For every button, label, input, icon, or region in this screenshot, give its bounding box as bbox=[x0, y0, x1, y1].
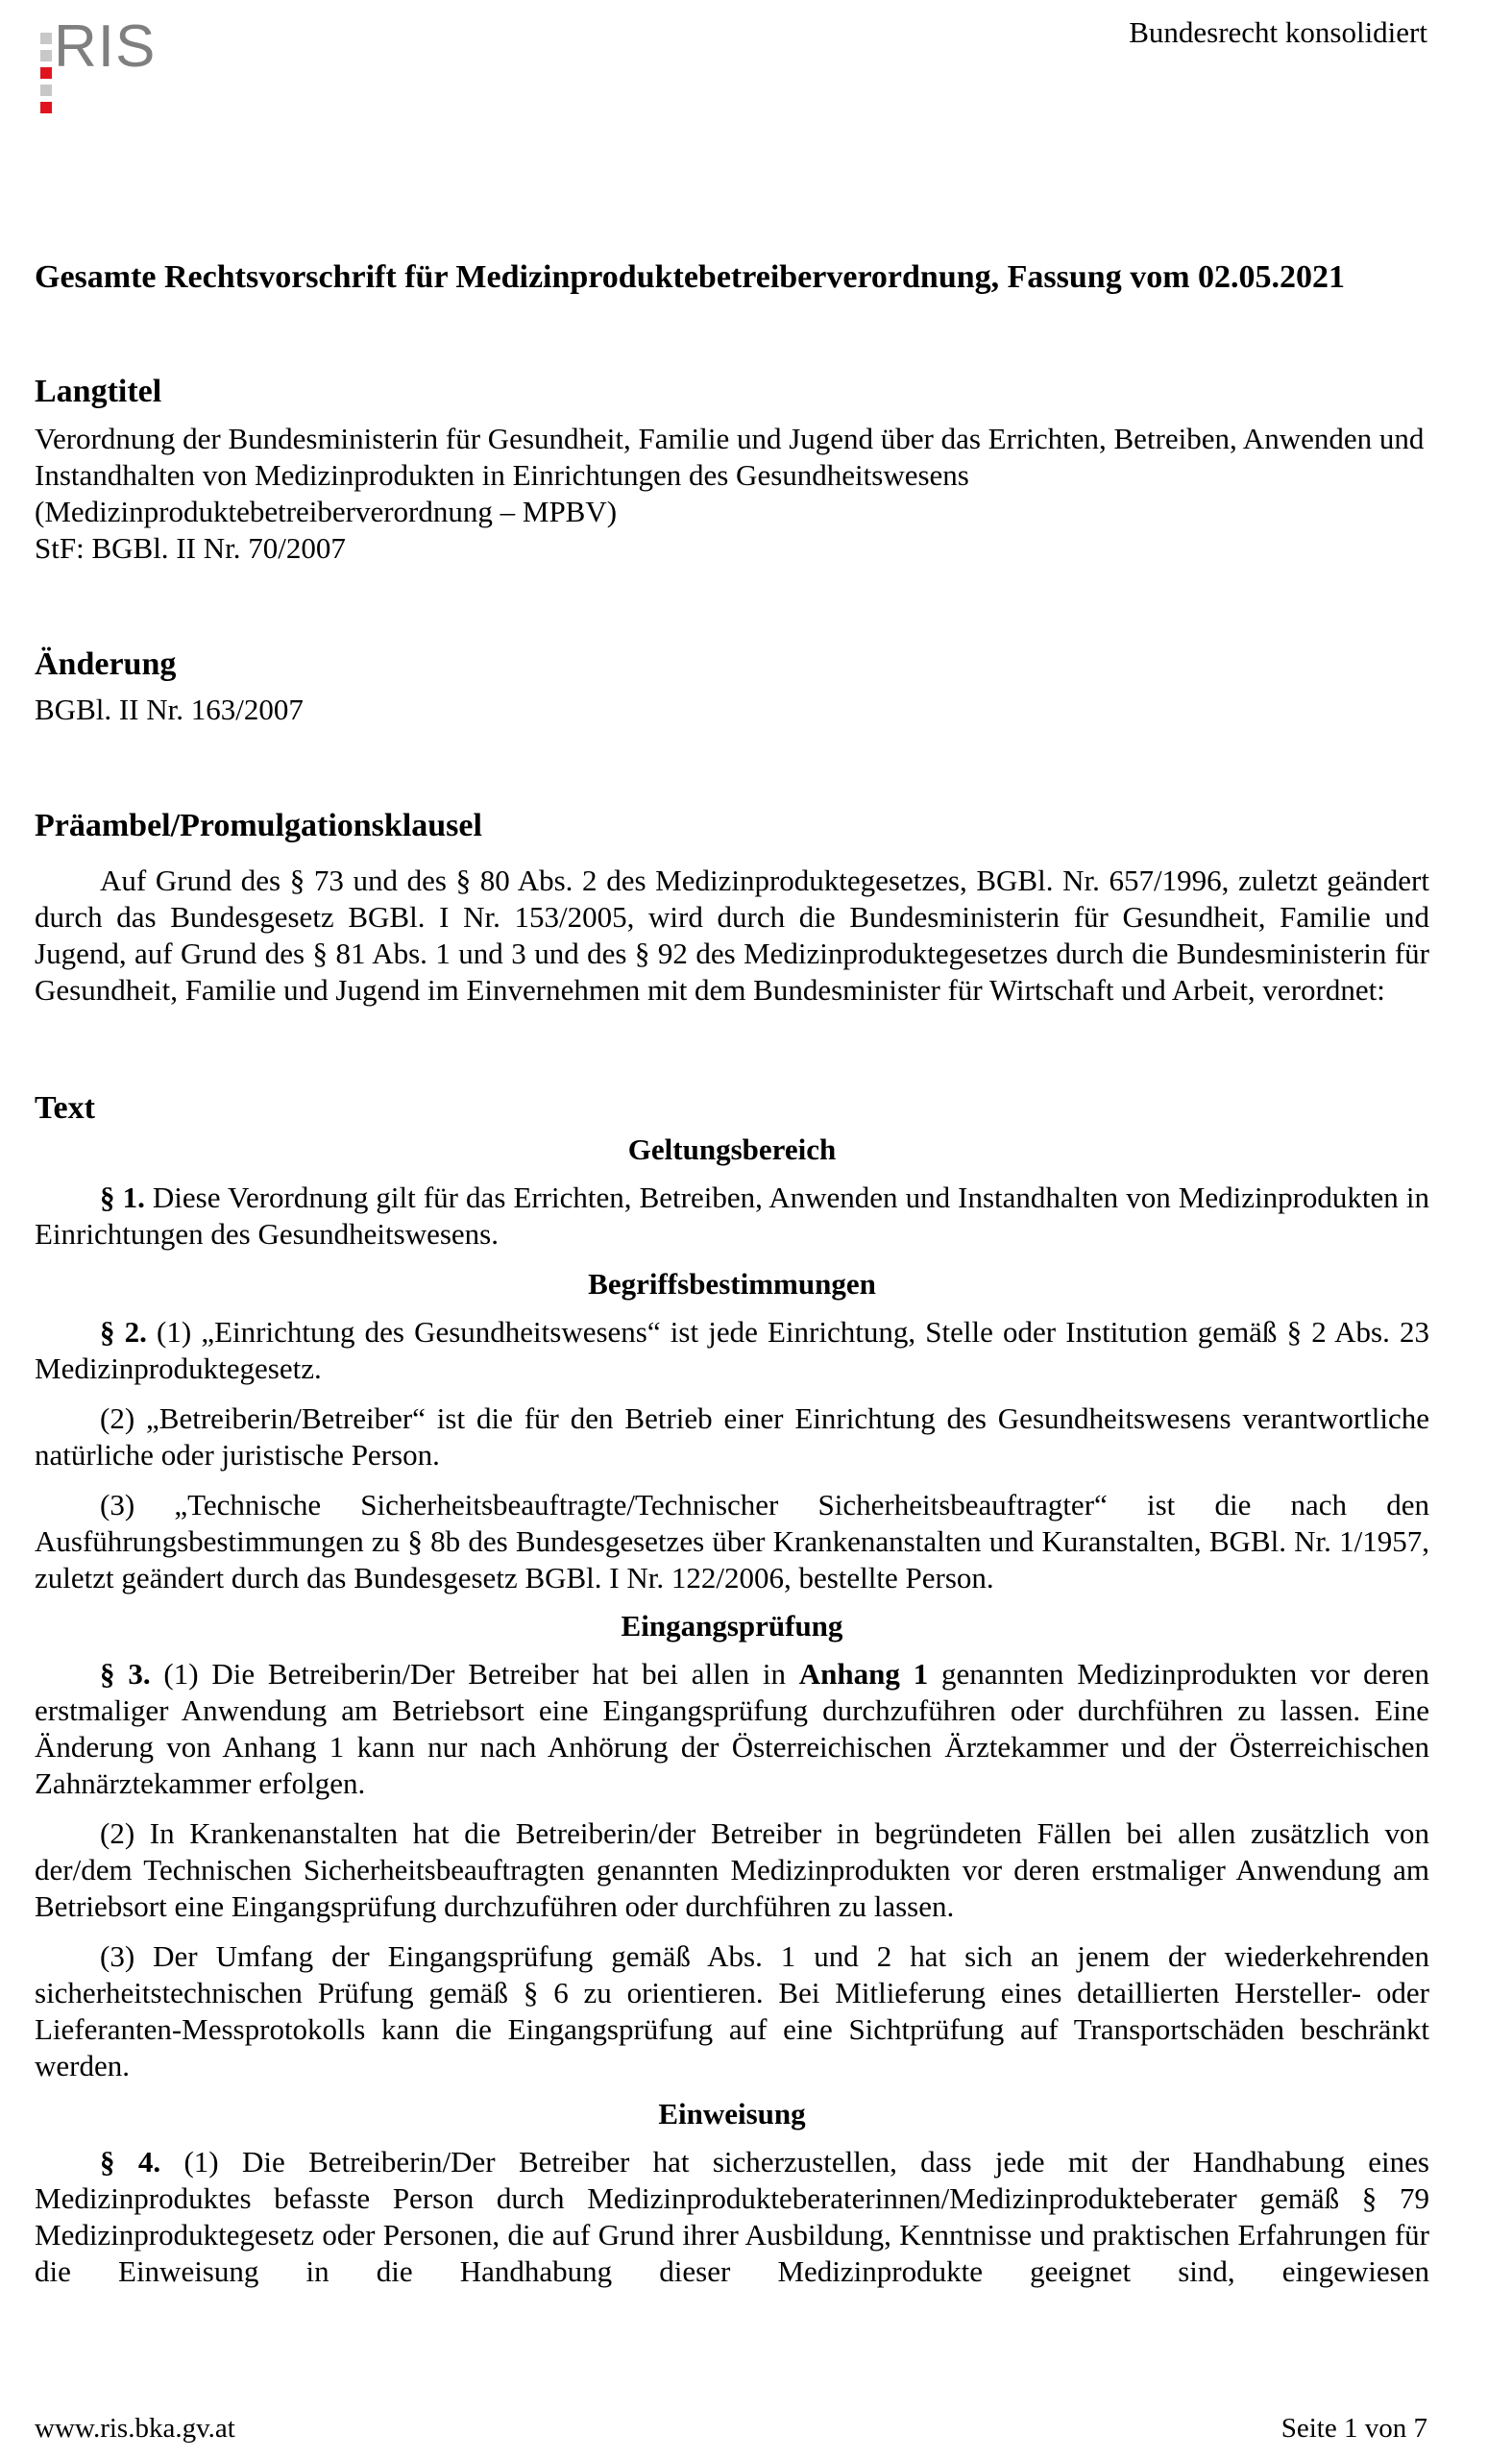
logo-text: RIS bbox=[54, 13, 157, 80]
langtitel-text: Verordnung der Bundesministerin für Gesundheit, Familie und Jugend über das Errichten, Betreiben, Anwenden und Instandhalten von Medizinprodukten in Einrichtungen des Gesundheitswesens (Medizinproduktebetreiberverordnung – MPBV) bbox=[35, 422, 1425, 528]
logo-square bbox=[40, 33, 52, 44]
section-number: § 2. bbox=[100, 1315, 147, 1349]
praeambel-text: Auf Grund des § 73 und des § 80 Abs. 2 des Medizinproduktegesetzes, BGBl. Nr. 657/1996, zuletzt geändert durch das Bundesgesetz BGBl. I Nr. 153/2005, wird durch die Bundesministerin für Gesundheit, Familie und Jugend, auf Grund des § 81 Abs. 1 und 3 und des § 92 des Medizinproduktegesetzes durch die Bundesministerin für Gesundheit, Familie und Jugend im Einvernehmen mit dem Bundesminister für Wirtschaft und Arbeit, verordnet: bbox=[35, 864, 1429, 1007]
heading-langtitel: Langtitel bbox=[35, 374, 162, 409]
heading-praeambel: Präambel/Promulgationsklausel bbox=[35, 808, 482, 843]
logo-square bbox=[40, 102, 52, 113]
paragraph-3-1: § 3. (1) Die Betreiberin/Der Betreiber hat bei allen in Anhang 1 genannten Medizinprodukten vor deren erstmaliger Anwendung am Betriebsort eine Eingangsprüfung durchzuführen oder durchführen zu lassen. Eine Änderung von Anhang 1 kann nur nach Anhörung der Österreichischen Ärztekammer und der Österreichischen Zahnärztekammer erfolgen. bbox=[35, 1657, 1430, 1800]
paragraph-2-2: (2) „Betreiberin/Betreiber“ ist die für den Betrieb einer Einrichtung des Gesundheitswesens verantwortliche natürliche oder juristische Person. bbox=[35, 1401, 1429, 1472]
stf-text: StF: BGBl. II Nr. 70/2007 bbox=[35, 531, 346, 565]
paragraph-2-3: (3) „Technische Sicherheitsbeauftragte/Technischer Sicherheitsbeauftragter“ ist die nach den Ausführungsbestimmungen zu § 8b des Bundesgesetzes über Krankenanstalten und Kuranstalten, BGBl. Nr. 1/1957, zuletzt geändert durch das Bundesgesetz BGBl. I Nr. 122/2006, bestellte Person. bbox=[35, 1488, 1429, 1595]
heading-eingangspruefung: Eingangsprüfung bbox=[621, 1609, 843, 1643]
footer-link[interactable]: www.ris.bka.gv.at bbox=[35, 2413, 235, 2444]
logo-square bbox=[40, 50, 52, 61]
heading-geltungsbereich: Geltungsbereich bbox=[627, 1132, 837, 1166]
section-number: § 4. bbox=[100, 2145, 161, 2179]
section-number: § 1. bbox=[100, 1181, 145, 1214]
page-number: Seite 1 von 7 bbox=[1280, 2413, 1427, 2444]
document-body bbox=[35, 259, 1429, 2290]
heading-begriffsbestimmungen: Begriffsbestimmungen bbox=[588, 1267, 876, 1301]
logo-square bbox=[40, 85, 52, 96]
paragraph-3-3: (3) Der Umfang der Eingangsprüfung gemäß Abs. 1 und 2 hat sich an jenem der wiederkehrenden sicherheitstechnischen Prüfung gemäß § 6 zu orientieren. Bei Mitlieferung eines detaillierten Hersteller- oder Lieferanten-Messprotokolls kann die Eingangsprüfung auf eine Sichtprüfung auf Transportschäden beschränkt werden. bbox=[35, 1939, 1429, 2082]
paragraph-4-1: § 4. (1) Die Betreiberin/Der Betreiber hat sicherzustellen, dass jede mit der Handhabung eines Medizinproduktes befasste Person durch Medizinprodukteberaterinnen/Medizinprodukteberater gemäß § 79 Medizinproduktegesetz oder Personen, die auf Grund ihrer Ausbildung, Kenntnisse und praktischen Erfahrungen für die Einweisung in die Handhabung dieser Medizinprodukte geeignet sind, eingewiesen bbox=[35, 2145, 1429, 2288]
section-number: § 3. bbox=[100, 1657, 151, 1691]
heading-aenderung: Änderung bbox=[35, 646, 177, 682]
logo-square bbox=[40, 67, 52, 79]
heading-text: Text bbox=[35, 1090, 95, 1126]
heading-einweisung: Einweisung bbox=[658, 2097, 806, 2130]
header-label: Bundesrecht konsolidiert bbox=[1129, 15, 1427, 49]
aenderung-text: BGBl. II Nr. 163/2007 bbox=[35, 693, 304, 726]
paragraph-2-1: § 2. (1) „Einrichtung des Gesundheitswesens“ ist jede Einrichtung, Stelle oder Institution gemäß § 2 Abs. 23 Medizinproduktegesetz. bbox=[35, 1315, 1430, 1385]
paragraph-1: § 1. Diese Verordnung gilt für das Errichten, Betreiben, Anwenden und Instandhalten von Medizinprodukten in Einrichtungen des Gesundheitswesens. bbox=[35, 1181, 1429, 1251]
paragraph-3-2: (2) In Krankenanstalten hat die Betreiberin/der Betreiber in begründeten Fällen bei allen zusätzlich von der/dem Technischen Sicherheitsbeauftragten genannten Medizinprodukten vor deren erstmaliger Anwendung am Betriebsort eine Eingangsprüfung durchzuführen oder durchführen zu lassen. bbox=[35, 1816, 1429, 1923]
document-title: Gesamte Rechtsvorschrift für Medizinproduktebetreiberverordnung, Fassung vom 02.05.2021 bbox=[35, 259, 1346, 295]
ris-logo bbox=[37, 13, 190, 119]
